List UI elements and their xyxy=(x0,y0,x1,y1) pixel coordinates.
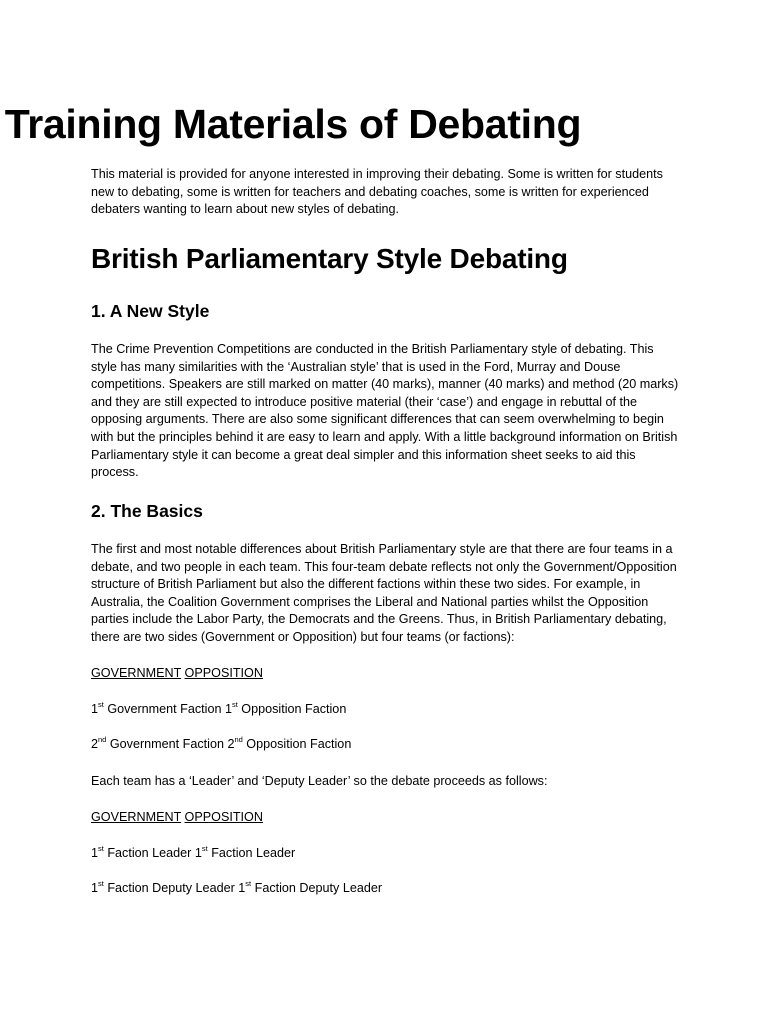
government-speaker-text: Faction Leader xyxy=(103,846,195,860)
opposition-faction-text: Opposition Faction xyxy=(237,702,347,716)
team-note: Each team has a ‘Leader’ and ‘Deputy Leader’ so the debate proceeds as follows: xyxy=(91,774,548,788)
heading-new-style: 1. A New Style xyxy=(91,301,210,321)
ordinal-suffix: nd xyxy=(98,734,107,744)
faction-row-1 xyxy=(91,701,346,718)
document-title: Training Materials of Debating xyxy=(4,101,582,147)
opposition-speaker-text: Faction Leader xyxy=(207,846,296,860)
opposition-faction-text: Opposition Faction xyxy=(242,737,352,751)
government-faction-text: Government Faction xyxy=(106,737,228,751)
heading-basics: 2. The Basics xyxy=(91,501,203,521)
speaker-row-2 xyxy=(91,880,382,897)
ordinal-number: 1 xyxy=(224,702,232,716)
ordinal-suffix: st xyxy=(245,878,252,888)
government-faction-text: Government Faction xyxy=(103,702,225,716)
opposition-speaker-text: Faction Deputy Leader xyxy=(251,881,383,895)
ordinal-suffix: st xyxy=(98,878,104,888)
ordinal-suffix: nd xyxy=(234,734,243,744)
paragraph-basics: The first and most notable differences about British Parliamentary style are that there are four teams in a debate, and two people in each team. This four-team debate reflects not only the Government/Opposition structure of British Parliament but also the different factions within these two sides. For example, in Australia, the Coalition Government comprises the Liberal and National parties whilst the Opposition parties include the Labor Party, the Democrats and the Greens. Thus, in British Parliamentary debating, there are two sides (Government or Opposition) but four teams (or factions): xyxy=(91,542,677,644)
speakers-header-row xyxy=(91,809,263,826)
ordinal-number: 1 xyxy=(194,846,202,860)
section-heading: British Parliamentary Style Debating xyxy=(91,243,568,274)
government-column-label: GOVERNMENT xyxy=(91,810,182,824)
ordinal-number: 1 xyxy=(91,846,99,860)
ordinal-number: 1 xyxy=(91,881,99,895)
ordinal-suffix: st xyxy=(231,699,238,709)
ordinal-number: 2 xyxy=(91,737,99,751)
ordinal-number: 1 xyxy=(238,881,246,895)
speaker-row-1 xyxy=(91,845,295,862)
ordinal-number: 1 xyxy=(91,702,99,716)
factions-header-row xyxy=(91,665,263,682)
ordinal-suffix: st xyxy=(98,843,104,853)
faction-row-2 xyxy=(91,736,351,753)
ordinal-number: 2 xyxy=(227,737,235,751)
government-column-label: GOVERNMENT xyxy=(91,666,182,680)
opposition-column-label: OPPOSITION xyxy=(184,666,263,680)
intro-paragraph: This material is provided for anyone interested in improving their debating. Some is written for students new to debating, some is written for teachers and debating coaches, some is written for experienced debaters wanting to learn about new styles of debating. xyxy=(91,167,663,217)
government-speaker-text: Faction Deputy Leader xyxy=(103,881,239,895)
ordinal-suffix: st xyxy=(98,699,104,709)
paragraph-new-style: The Crime Prevention Competitions are conducted in the British Parliamentary style of debating. This style has many similarities with the ‘Australian style’ that is used in the Ford, Murray and Douse competitions. Speakers are still marked on matter (40 marks), manner (40 marks) and method (20 marks) and they are still expected to introduce positive material (their ‘case’) and engage in rebuttal of the opposing arguments. There are also some significant differences that can seem overwhelming to begin with but the principles behind it are easy to learn and apply. With a little background information on British Parliamentary style it can become a great deal simpler and this information sheet seeks to aid this process. xyxy=(91,342,679,480)
opposition-column-label: OPPOSITION xyxy=(184,810,263,824)
ordinal-suffix: st xyxy=(201,843,208,853)
